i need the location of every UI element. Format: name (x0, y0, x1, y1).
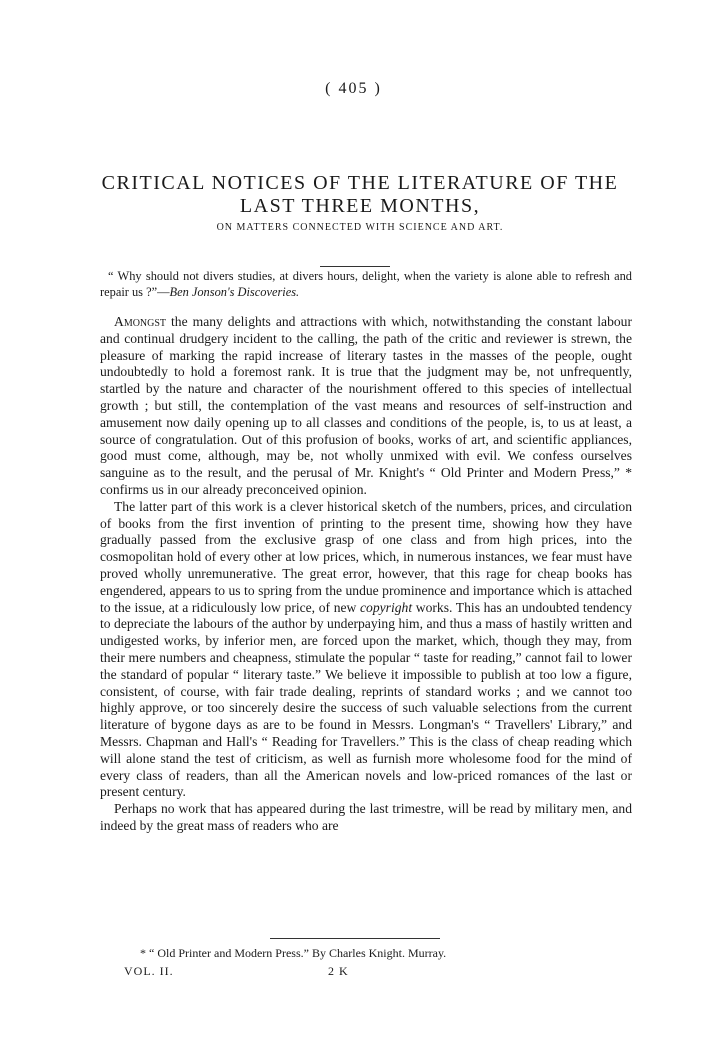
paragraph-2-text-a: The latter part of this work is a clever historical sketch of the numbers, prices, and circulation of books from the first invention of printing to the present time, showing how they have gradually passed from the exclusive grasp of one class and from high prices, into the cosmopolitan hold of every other at low prices, which, in numerous instances, we fear must have proved wholly unremunerative. The great error, however, that this rage for cheap books has engendered, appears to us to spring from the undue prominence and importance which is attached to the issue, at a ridiculously low price, of new (100, 498, 632, 615)
epigraph-source: Ben Jonson's Discoveries. (169, 285, 300, 299)
paragraph-1 (100, 314, 632, 499)
page-title: CRITICAL NOTICES OF THE LITERATURE OF THE LAST THREE MONTHS, (101, 172, 619, 217)
epigraph-quote: “ Why should not divers studies, at divers hours, delight, when the variety is alone able to refresh and repair us ?”— (100, 269, 632, 299)
paragraph-2-italic: copyright (360, 599, 413, 615)
page-number: ( 405 ) (325, 80, 382, 97)
volume-label: VOL. II. (124, 964, 174, 978)
paragraph-2 (100, 499, 632, 801)
signature-mark: 2 K (328, 964, 349, 978)
epigraph (100, 268, 632, 300)
opening-word: Amongst (114, 314, 167, 329)
page-subtitle: ON MATTERS CONNECTED WITH SCIENCE AND ART. (216, 222, 504, 233)
paragraph-2-text-b: works. This has an undoubted tendency to depreciate the labours of the author by underpaying him, and thus a mass of hastily written and undigested works, by inferior men, are forced upon the market, which, though they may, from their mere numbers and cheapness, stimulate the popular “ taste for reading,” cannot fail to lower the standard of popular “ literary taste.” We believe it impossible to publish at too low a figure, consistent, of course, with fair trade dealing, reprints of standard works ; and we cannot too highly approve, or too sincerely desire the success of such valuable selections from the current literature of bygone days as are to be found in Messrs. Longman's “ Travellers' Library,” and Messrs. Chapman and Hall's “ Reading for Travellers.” This is the class of cheap reading which will alone stand the test of criticism, as well as furnish more wholesome food for the mind of every class of readers, than all the American novels and low-priced romances of the last or present century. (100, 599, 632, 800)
footnote-divider (270, 938, 440, 939)
footnote: * “ Old Printer and Modern Press.” By Charles Knight. Murray. (140, 946, 447, 960)
title-divider (320, 266, 390, 267)
paragraph-3: Perhaps no work that has appeared during the last trimestre, will be read by military men, and indeed by the great mass of readers who are (100, 801, 632, 833)
paragraph-1-text: the many delights and attractions with which, notwithstanding the constant labour and continual drudgery incident to the calling, the path of the critic and reviewer is strewn, the pleasure of marking the rapid increase of literary tastes in the masses of the people, ought undoubtedly to hold a foremost rank. It is true that the judgment may be, not unfrequently, startled by the nature and character of the nourishment offered to this species of intellectual growth ; but still, the contemplation of the vast means and resources of self-instruction and amusement now daily opening up to all classes and conditions of the people, is, to us at least, a source of congratulation. Out of this profusion of books, works of art, and scientific appliances, good must come, although, may be, not wholly unmixed with evil. We confess ourselves sanguine as to the result, and the perusal of Mr. Knight's “ Old Printer and Modern Press,” * confirms us in our already preconceived opinion. (100, 314, 632, 497)
article-body (100, 314, 632, 835)
